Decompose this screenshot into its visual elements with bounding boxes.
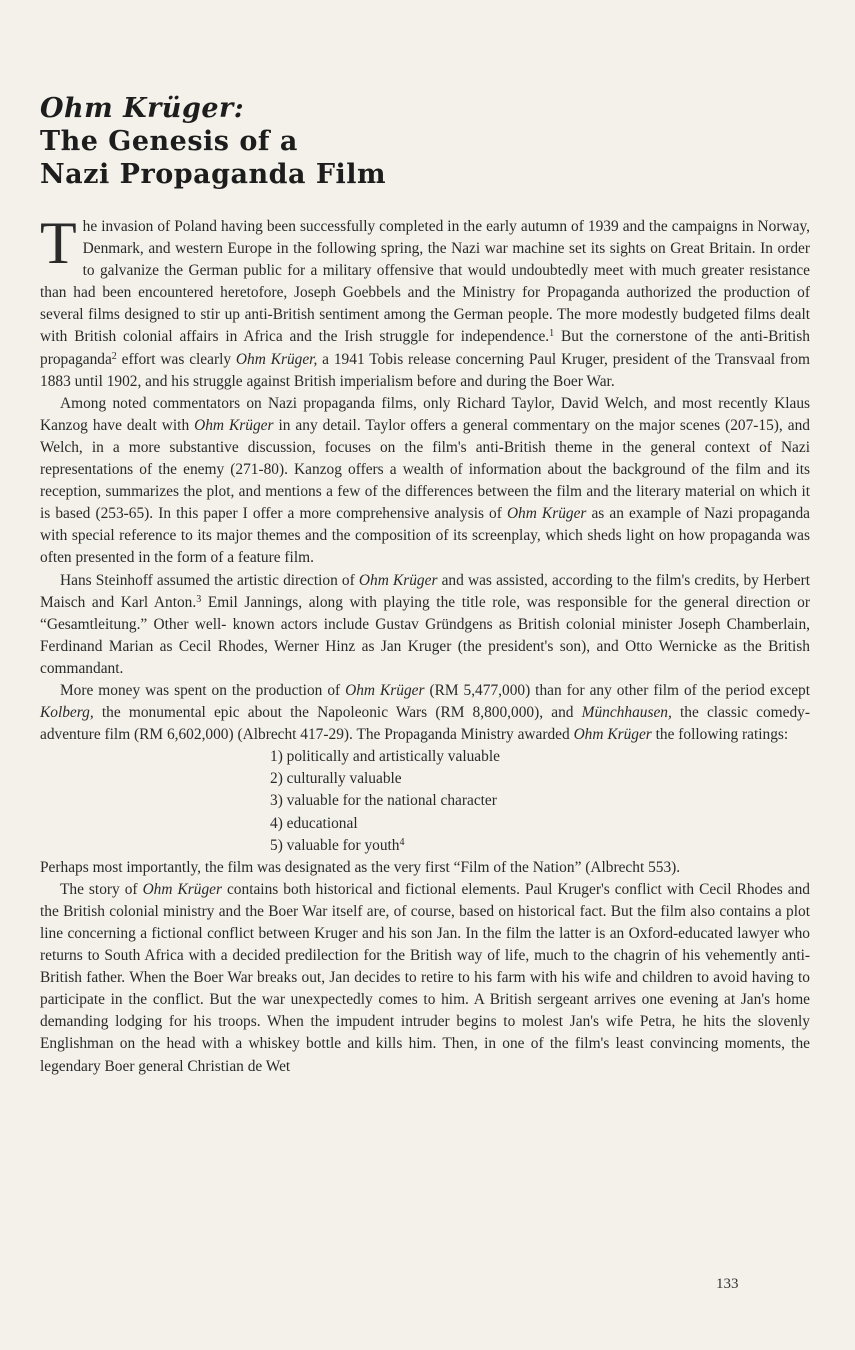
film-title: Ohm Krüger [194,416,274,434]
paragraph-6 [40,879,810,1078]
film-title: Kolberg, [40,704,94,722]
title-line-1: Ohm Krüger: [40,93,245,124]
paragraph-3 [40,570,810,680]
text-run: the following ratings: [651,726,789,744]
text-run: the classic comedy-adventure film (RM 6,602,000) (Albrecht 417-29). The Propaganda Ministry awarded [40,704,810,744]
text-run: a 1941 Tobis release concerning Paul Kruger, president of the Transvaal from 1883 until 1902, and his struggle against British imperialism before and during the Boer War. [40,350,810,390]
film-title: Ohm Krüger [358,571,438,589]
title-line-3: Nazi Propaganda Film [40,159,387,190]
film-title: Münchhausen, [581,704,672,722]
rating-item: 2) culturally valuable [270,770,402,788]
rating-item: 3) valuable for the national character [270,792,497,810]
paragraph-5: Perhaps most importantly, the film was designated as the very first “Film of the Nation” (Albrecht 553). [40,858,681,876]
paragraph-1 [40,210,810,393]
rating-item-text: 5) valuable for youth [270,836,400,854]
text-run: Emil Jannings, along with playing the title role, was responsible for the general direction or “Gesamtleitung.” Other well- known actors include Gustav Gründgens as British colonial minister Joseph Chamberlain, Ferdinand Marian as Cecil Rhodes, Werner Hinz as Jan Kruger (the president's son), and Otto Wernicke as the British commandant. [40,593,810,677]
film-title: Ohm Krüger, [235,350,318,368]
film-title: Ohm Krüger [573,726,652,744]
footnote-ref: 4 [399,836,405,848]
title-line-2: The Genesis of a [40,126,298,157]
text-run: in any detail. Taylor offers a general commentary on the major scenes (207-15), and Welch, in a more substantive discussion, focuses on the film's anti-British theme in the general context of Nazi representations of the enemy (271-80). Kanzog offers a wealth of information about the background of the film and its reception, summarizes the plot, and mentions a few of the differences between the film and the literary material on which it is based (253-65). In this paper I offer a more comprehensive analysis of [40,416,810,523]
page-number: 133 [716,1276,739,1292]
rating-item: 1) politically and artistically valuable [270,748,500,766]
ratings-list [40,746,810,856]
text-run: Among noted commentators on Nazi propaganda films, only Richard Taylor, David Welch, and most recently Klaus Kanzog have dealt with [40,394,810,434]
paragraph-4 [40,680,810,746]
text-run: the monumental epic about the Napoleonic Wars (RM 8,800,000), and [93,704,582,722]
rating-item: 4) educational [270,814,358,832]
text-run: More money was spent on the production of [60,681,346,699]
paragraph-2 [40,393,810,570]
text-run: effort was clearly [116,350,236,368]
text-run: as an example of Nazi propaganda with special reference to its major themes and the composition of its screenplay, which sheds light on how propaganda was often presented in the form of a feature film. [40,505,810,567]
footnote-ref: 1 [549,328,555,340]
film-title: Ohm Krüger [506,505,587,523]
film-title: Ohm Krüger [345,681,425,699]
footnote-ref: 2 [111,350,117,362]
drop-cap: T [40,210,77,276]
text-run: Hans Steinhoff assumed the artistic direction of [60,571,359,589]
text-run: and was assisted, according to the film's credits, by Herbert Maisch and Karl Anton. [40,571,810,611]
rating-item [270,835,810,857]
text-run: But the cornerstone of the anti-British propaganda [40,328,810,368]
article-body [40,210,810,1078]
text-run: he invasion of Poland having been successfully completed in the early autumn of 1939 and the campaigns in Norway, Denmark, and western Europe in the following spring, the Nazi war machine set its sights on Great Britain. In order to galvanize the German public for a military offensive that would undoubtedly meet with much greater resistance than had been encountered heretofore, Joseph Goebbels and the Ministry for Propaganda authorized the production of several films designed to stir up anti-British sentiment among the German people. The more modestly budgeted films dealt with British colonial affairs in Africa and the Irish struggle for independence. [40,218,810,346]
article-title [40,92,386,191]
text-run: The story of [60,880,143,898]
footnote-ref: 3 [196,593,202,605]
text-run: contains both historical and fictional elements. Paul Kruger's conflict with Cecil Rhodes and the British colonial ministry and the Boer War itself are, of course, based on historical fact. But the film also contains a plot line concerning a fictional conflict between Kruger and his son Jan. In the film the latter is an Oxford-educated lawyer who returns to South Africa with a decided predilection for the British way of life, much to the chagrin of his vehemently anti-British father. When the Boer War breaks out, Jan decides to retire to his farm with his wife and children to avoid having to participate in the conflict. But the war unexpectedly comes to him. A British sergeant arrives one evening at Jan's home demanding lodging for his troops. When the impudent intruder begins to molest Jan's wife Petra, he hits the slovenly Englishman on the head with a whiskey bottle and kills him. Then, in one of the film's least convincing moments, the legendary Boer general Christian de Wet [40,880,810,1075]
film-title: Ohm Krüger [142,880,222,898]
text-run: (RM 5,477,000) than for any other film of the period except [424,681,810,699]
